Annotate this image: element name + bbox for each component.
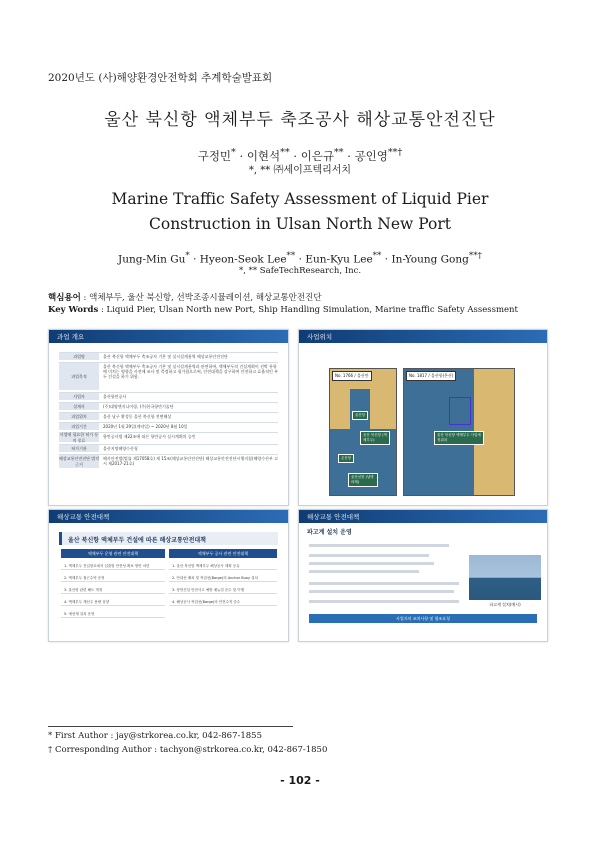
construction-measures-header: 액체부두 공사 관련 안전대책	[169, 549, 277, 558]
author-1-mark: *	[231, 147, 236, 158]
overview-row	[59, 422, 278, 430]
keywords-english-text: : Liquid Pier, Ulsan North new Port, Ship Handling Simulation, Marine traffic Safety Assessment	[98, 305, 518, 315]
author-separator: ·	[293, 148, 298, 163]
overview-row	[59, 352, 278, 360]
overview-row-value: 울산지방해양수산청	[103, 446, 138, 451]
location-map-2	[403, 368, 515, 496]
overview-row-label: 과업위치	[59, 413, 99, 420]
project-site-marker	[449, 397, 471, 425]
slide-safety-measures	[48, 509, 289, 642]
keywords-english-label: Key Words	[48, 305, 99, 315]
map-pin-ulsan-port: 울산항	[352, 411, 368, 420]
overview-row	[59, 412, 278, 420]
author-2-mark: **	[286, 251, 296, 261]
overview-row-label: 허가기관	[59, 445, 99, 452]
overview-row-label: 사업에 필요한 허가 등의 종류	[59, 431, 99, 443]
keywords-korean	[48, 291, 322, 303]
text-line	[309, 544, 449, 547]
slide-overview-title: 과업 개요	[49, 330, 288, 343]
english-title: Marine Traffic Safety Assessment of Liquid Pier Construction in Ulsan North New Port	[111, 190, 489, 233]
overview-row-label: 설계사	[59, 403, 99, 410]
page-number: - 102 -	[280, 774, 320, 787]
author-separator: ·	[193, 253, 197, 266]
text-line	[309, 554, 429, 557]
operation-measure-item: 3. 울산항 관련 해도 개정	[61, 586, 165, 594]
author-4-mark: **†	[387, 147, 403, 158]
korean-affiliation: *, ** ㈜세이프텍리서치	[248, 165, 352, 176]
author-1: 구정민	[197, 148, 232, 163]
wave-gauge-photo	[469, 555, 541, 600]
operation-measure-item: 1. 액체부두 진입항로에서 입출항 안전성 확보 방안 마련	[61, 562, 165, 570]
operation-measures-header: 액체부두 운영 관련 안전대책	[61, 549, 165, 558]
author-2: Hyeon-Seok Lee	[199, 253, 287, 266]
overview-row-label: 사업자	[59, 393, 99, 400]
construction-measure-item: 3. 항만건설 안전사고 예방 매뉴얼 준수 및 이행	[169, 586, 277, 594]
text-line	[309, 562, 434, 565]
overview-row-value: 2020년 1월 29일(계약일) ~ 2020년 8월 10일	[103, 424, 188, 429]
project-site-label: 울산 북신항 액체부두 사업예정위치	[434, 431, 484, 445]
operation-measure-item: 2. 액체부두 접근수역 운영	[61, 574, 165, 582]
text-line	[309, 590, 454, 593]
author-separator: ·	[239, 148, 244, 163]
overview-row	[59, 444, 278, 452]
author-3-mark: **	[372, 251, 382, 261]
text-line	[309, 600, 459, 603]
overview-row	[59, 402, 278, 410]
author-separator: ·	[384, 253, 389, 266]
operation-measure-item: 4. 액체부두 계선주 용량 상향	[61, 598, 165, 606]
overview-row	[59, 392, 278, 400]
construction-measure-item: 4. 해상공사 작업선(Barge)의 안전수칙 준수	[169, 598, 277, 606]
overview-row-label: 해상교통안전진단 법적 근거	[59, 455, 99, 467]
footnote-first-author: * First Author : jay@strkorea.co.kr, 042-867-1855	[48, 731, 262, 741]
english-affiliation: *, ** SafeTechResearch, Inc.	[238, 266, 362, 276]
slide-wave-gauge	[298, 509, 548, 642]
author-2-mark: **	[280, 147, 290, 158]
photo-caption: 파고계 설치(예시)	[489, 602, 521, 607]
wave-gauge-subtitle: 파고계 설치 운영	[307, 529, 352, 536]
author-3: Eun-Kyu Lee	[305, 253, 373, 266]
slide-safety-title: 해상교통 안전대책	[49, 510, 288, 523]
author-4: 공인영	[354, 148, 388, 163]
conference-header: 2020년도 (사)해양환경안전학회 추계학술발표회	[48, 72, 273, 84]
keywords-korean-label: 핵심용어	[48, 293, 81, 303]
english-authors	[0, 251, 600, 266]
overview-row-value: 울산 북신항 액체부두 축조공사 기본 및 실시설계용역과 관련하여, 액체부두의 건설계획이 선박 통항에 미치는 영향을 사전에 조사 및 측정하고 평가함으로써, 안전대책을 강구하여 안전하고 효율적인 부두 건설을 하기 위함.	[103, 364, 278, 379]
overview-row-label: 과업목적	[59, 363, 99, 390]
slide-wave-gauge-title: 해상교통 안전대책	[299, 510, 547, 523]
text-line	[309, 582, 459, 585]
overview-row-value: 울산 남구 황성동 울산 북신항 전면해상	[103, 414, 172, 419]
author-3: 이은규	[300, 148, 335, 163]
korean-title: 울산 북신항 액체부두 축조공사 해상교통안전진단	[104, 110, 496, 130]
map-pin-north-new-port: 울산 북신항 (액체부두)	[360, 431, 390, 445]
map-2-label: No. 1817 / 울산항(온산)	[406, 371, 456, 381]
location-map-1	[329, 368, 397, 496]
operation-measure-item: 5. 예선계 설치 운영	[61, 610, 165, 618]
author-2: 이현석	[246, 148, 281, 163]
cooperation-request-bar: 사업자의 조치사항 및 협조요청	[309, 614, 537, 623]
text-line	[309, 570, 419, 573]
overview-row-value: (주)대영엔지니어링, (주)한국항만기술단	[103, 404, 174, 409]
overview-row	[59, 432, 278, 442]
construction-measure-item: 2. 안내선 배치 및 작업선(Barge)의 Anchor Buoy 설치	[169, 574, 277, 582]
construction-measure-item: 1. 울산 북신항 액체부두 해상공사 계획 공유	[169, 562, 277, 570]
author-4-mark: **†	[468, 251, 482, 261]
author-3-mark: **	[334, 147, 344, 158]
overview-row-value: 울산항만공사	[103, 394, 127, 399]
map-pin-onsan-port: 온산항	[338, 454, 354, 463]
map-pin-ulsan-new-port: 울산신항 (남방파제)	[348, 473, 378, 487]
overview-row	[59, 454, 278, 468]
overview-row-label: 과업기간	[59, 423, 99, 430]
keywords-english	[48, 305, 518, 315]
footnote-corresponding-author: † Corresponding Author : tachyon@strkorea.co.kr, 042-867-1850	[48, 745, 328, 755]
author-separator: ·	[347, 148, 351, 163]
author-1-mark: *	[185, 251, 190, 261]
slide-overview	[48, 329, 289, 506]
footnote-divider	[48, 726, 293, 727]
author-4: In-Young Gong	[391, 253, 469, 266]
map-1-label: No. 1766 / 울산만	[332, 371, 372, 381]
overview-row	[59, 362, 278, 390]
safety-subtitle: 울산 북신항 액체부두 건설에 따른 해상교통안전대책	[59, 532, 278, 545]
overview-row-value: 울산 북신항 액체부두 축조공사 기본 및 실시설계용역 해상교통안전진단	[103, 354, 228, 359]
author-1: Jung-Min Gu	[117, 253, 186, 266]
slide-location	[298, 329, 548, 506]
author-separator: ·	[298, 253, 302, 266]
slide-location-title: 사업위치	[299, 330, 547, 343]
overview-row-value: 항만공사법 제22조에 따른 항만공사 실시계획의 승인	[103, 434, 196, 439]
overview-row-value: 해사안전법(법률 제17058호) 제 15조(해상교통안전진단) 해상교통안전진단시행지침(해양수산부 고시 제2017-21호)	[103, 456, 278, 466]
keywords-korean-text: : 액체부두, 울산 북신항, 선박조종시뮬레이션, 해상교통안전진단	[80, 293, 322, 303]
overview-row-label: 과업명	[59, 353, 99, 360]
